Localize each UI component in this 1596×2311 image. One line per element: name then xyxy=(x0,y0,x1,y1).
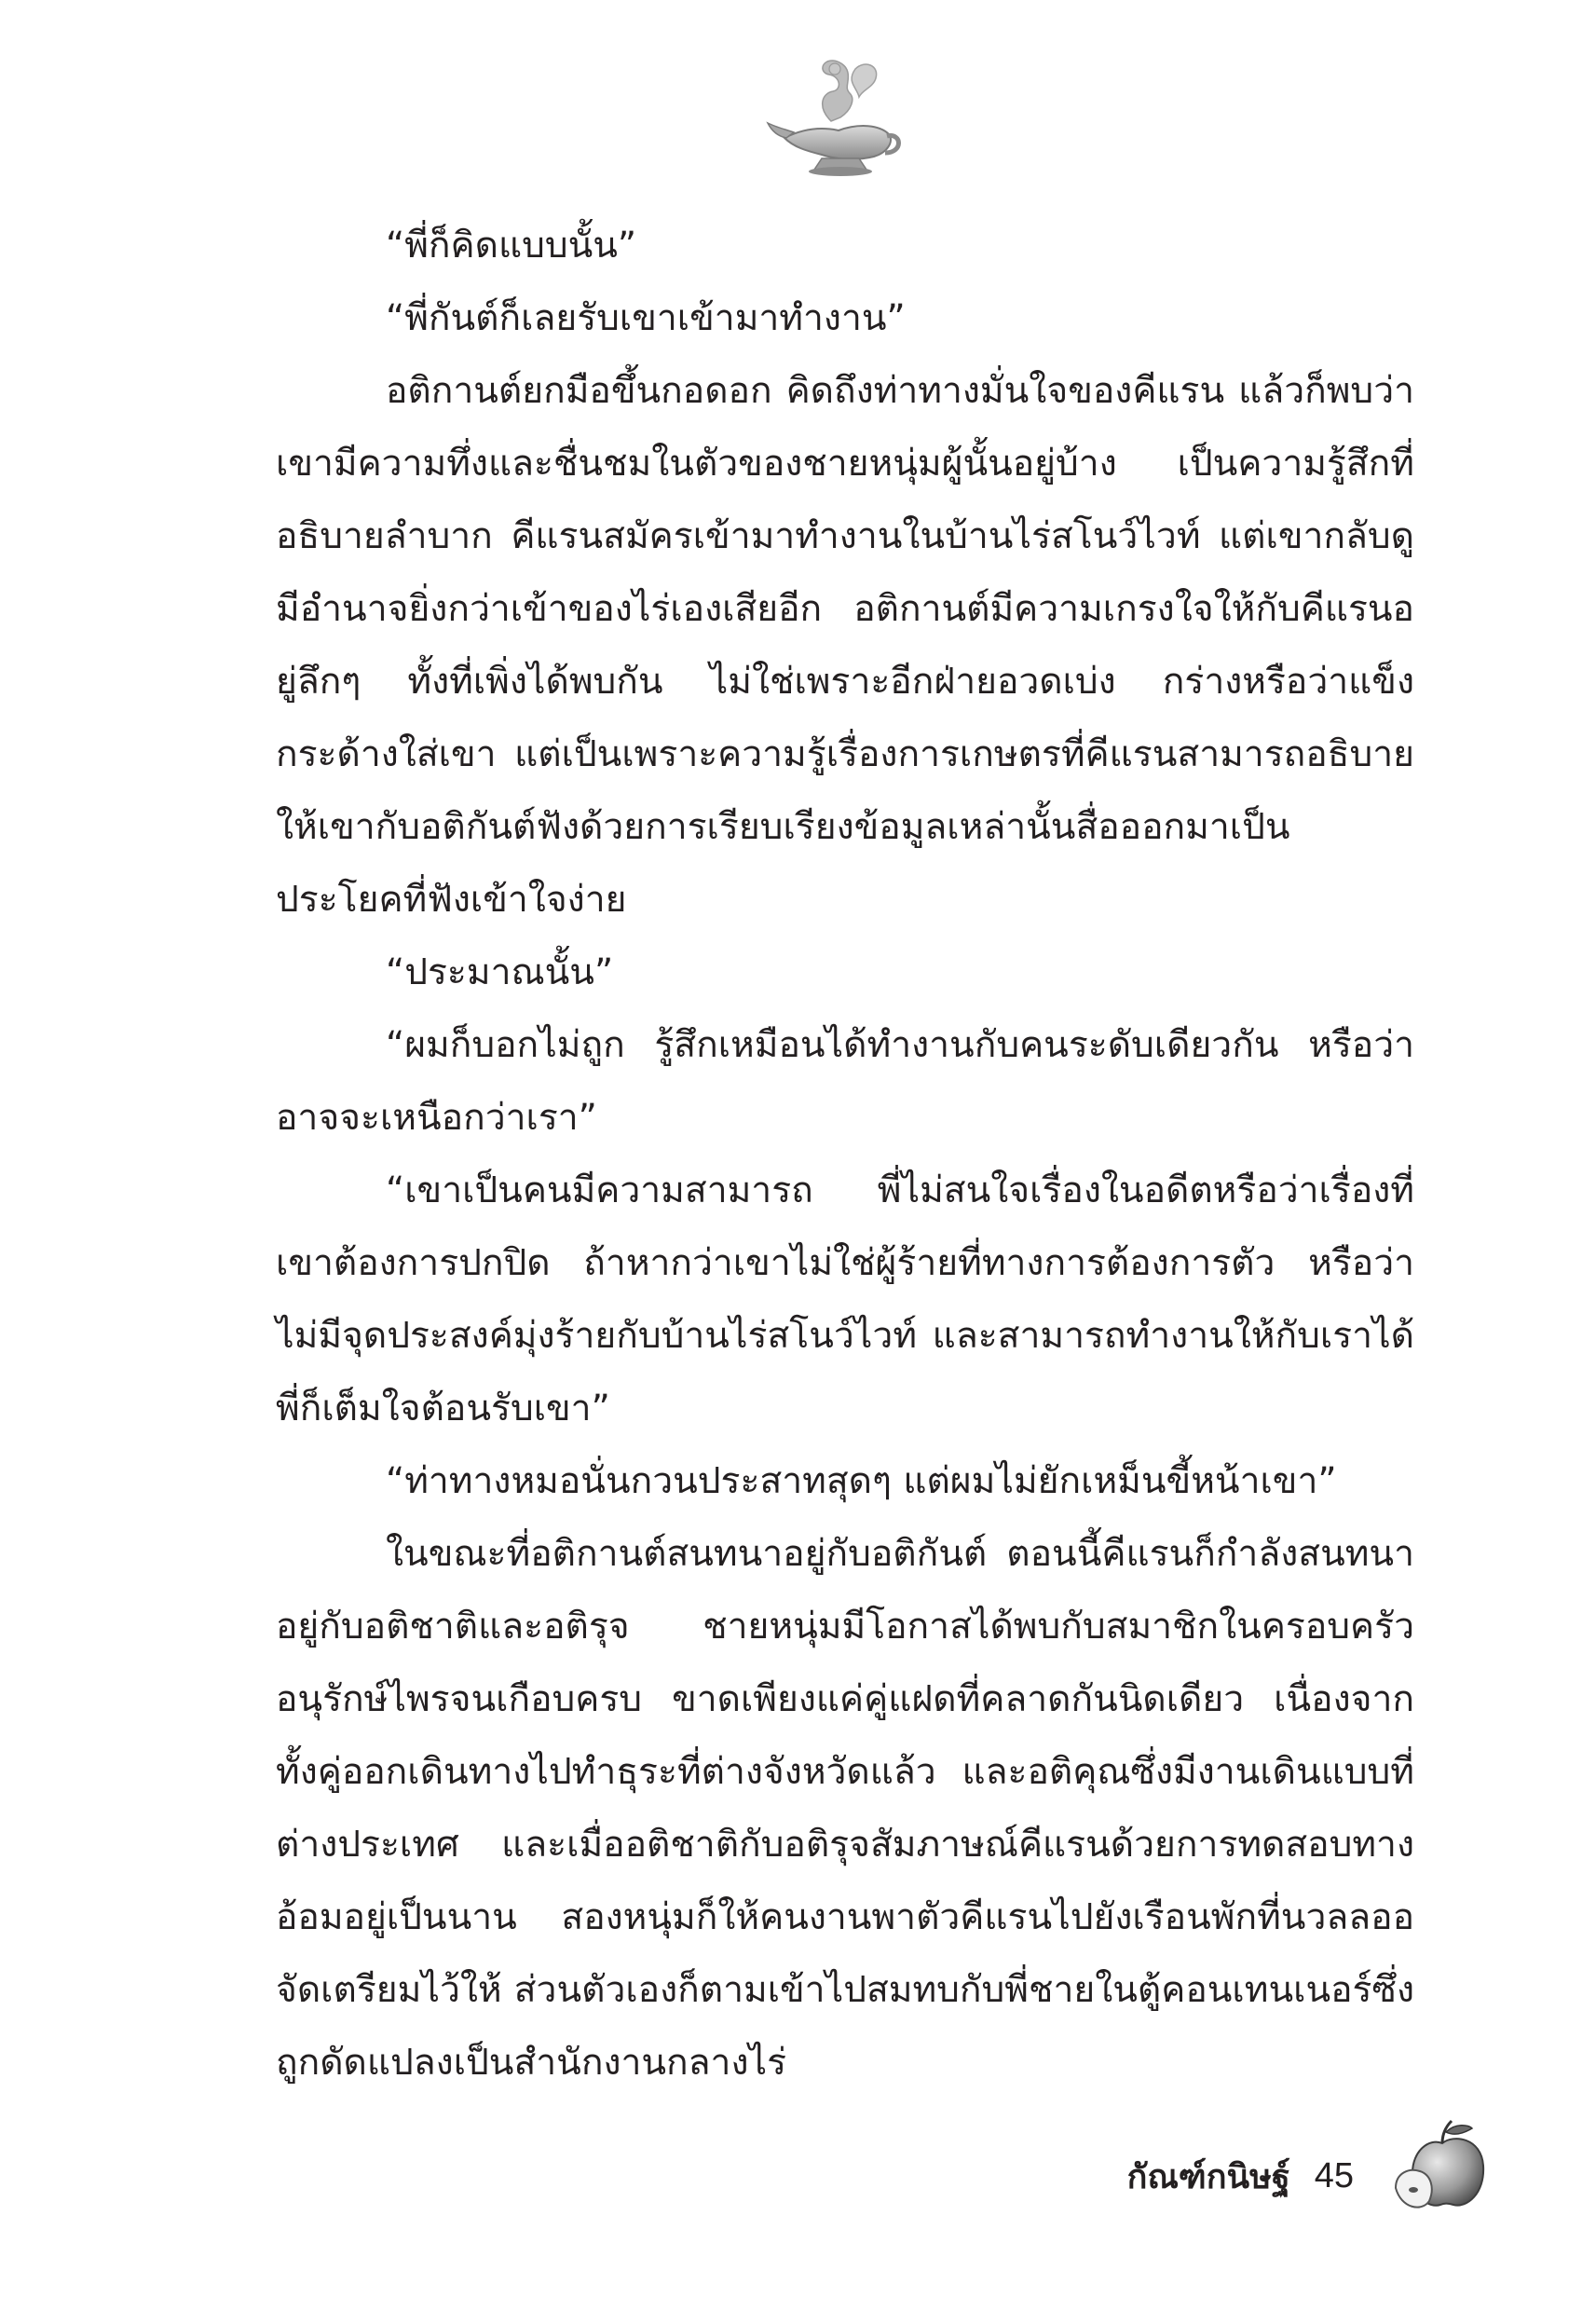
paragraph: ในขณะที่อติกานต์สนทนาอยู่กับอติกันต์ ตอนนี้คีแรนก็กำลังสนทนาอยู่กับอติชาติและอติรุจ ชายหนุ่มมีโอกาสได้พบกับสมาชิกในครอบครัวอนุรักษ์ไพรจนเกือบครบ ขาดเพียงแค่คู่แฝดที่คลาดกันนิดเดียว เนื่องจากทั้งคู่ออกเดินทางไปทำธุระที่ต่างจังหวัดแล้ว และอติคุณซึ่งมีงานเดินแบบที่ต่างประเทศ และเมื่ออติชาติกับอติรุจสัมภาษณ์คีแรนด้วยการทดสอบทางอ้อมอยู่เป็นนาน สองหนุ่มก็ให้คนงานพาตัวคีแรนไปยังเรือนพักที่นวลลออจัดเตรียมไว้ให้ ส่วนตัวเองก็ตามเข้าไปสมทบกับพี่ชายในตู้คอนเทนเนอร์ซึ่งถูกดัดแปลงเป็นสำนักงานกลางไร่ xyxy=(276,1533,1414,2084)
paragraph: “ประมาณนั้น” xyxy=(386,951,614,993)
page-footer xyxy=(1127,2143,1354,2208)
paragraph: “พี่กันต์ก็เลยรับเขาเข้ามาทำงาน” xyxy=(386,297,906,339)
paragraph: “ผมก็บอกไม่ถูก รู้สึกเหมือนได้ทำงานกับคนระดับเดียวกัน หรือว่าอาจจะเหนือกว่าเรา” xyxy=(276,1024,1414,1139)
book-title: กัณฑ์กนิษฐ์ xyxy=(1126,2157,1290,2196)
genie-lamp-icon xyxy=(766,56,906,182)
paragraph: “เขาเป็นคนมีความสามารถ พี่ไม่สนใจเรื่องในอดีตหรือว่าเรื่องที่เขาต้องการปกปิด ถ้าหากว่าเขาไม่ใช่ผู้ร้ายที่ทางการต้องการตัว หรือว่าไม่มีจุดประสงค์มุ่งร้ายกับบ้านไร่สโนว์ไวท์ และสามารถทำงานให้กับเราได้ พี่ก็เต็มใจต้อนรับเขา” xyxy=(276,1169,1414,1429)
page-number: 45 xyxy=(1314,2155,1354,2195)
paragraph: “ท่าทางหมอนั่นกวนประสาทสุดๆ แต่ผมไม่ยักเหม็นขี้หน้าเขา” xyxy=(386,1460,1337,1502)
paragraph: อติกานต์ยกมือขึ้นกอดอก คิดถึงท่าทางมั่นใจของคีแรน แล้วก็พบว่าเขามีความทึ่งและชื่นชมในตัวของชายหนุ่มผู้นั้นอยู่บ้าง เป็นความรู้สึกที่อธิบายลำบาก คีแรนสมัครเข้ามาทำงานในบ้านไร่สโนว์ไวท์ แต่เขากลับดูมีอำนาจยิ่งกว่าเข้าของไร่เองเสียอีก อติกานต์มีความเกรงใจให้กับคีแรนอยู่ลึกๆ ทั้งที่เพิ่งได้พบกัน ไม่ใช่เพราะอีกฝ่ายอวดเบ่ง กร่างหรือว่าแข็งกระด้างใส่เขา แต่เป็นเพราะความรู้เรื่องการเกษตรที่คีแรนสามารถอธิบายให้เขากับอติกันต์ฟังด้วยการเรียบเรียงข้อมูลเหล่านั้นสื่อออกมาเป็นประโยคที่ฟังเข้าใจง่าย xyxy=(276,370,1414,921)
apple-icon xyxy=(1388,2115,1491,2218)
body-text xyxy=(276,210,1414,2099)
paragraph: “พี่ก็คิดแบบนั้น” xyxy=(386,225,637,267)
